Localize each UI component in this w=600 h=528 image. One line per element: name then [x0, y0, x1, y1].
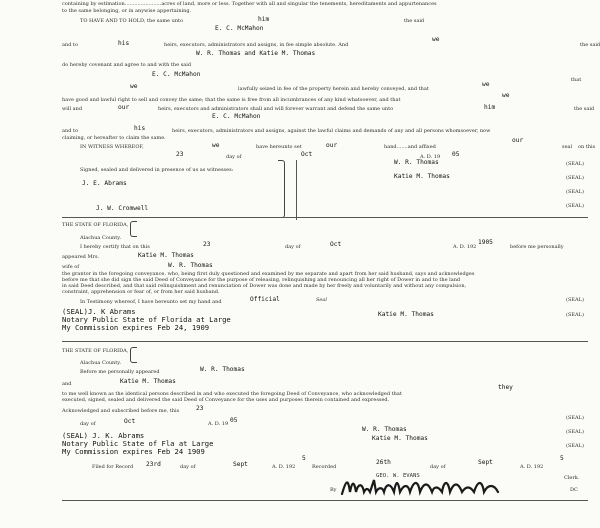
record-day-of-2: day of: [430, 464, 446, 470]
ack2-notary-title: Notary Public State of Fla at Large: [62, 439, 214, 448]
covenant-text: do hereby covenant and agree to and with the said: [62, 62, 192, 68]
lawful-claims-clause: heirs, executors, administrators and assigns, against the lawful claims and demands of any and all persons whomsoever, now: [172, 128, 491, 134]
seal-mark-3: (SEAL): [566, 189, 584, 195]
lawfully-clause: lawfully seized in fee of the property herein and hereby conveyed, and that: [238, 86, 429, 92]
deputy-clerk-signature: [338, 474, 514, 500]
ack2-month: Oct: [124, 418, 136, 425]
we-pronoun-3: we: [482, 81, 490, 88]
hand-affixed: hand.......and affixed: [384, 144, 436, 150]
habendum-suffix: the said: [404, 18, 425, 24]
ack2-county: Alachua County.: [80, 360, 122, 366]
execution-day: 23: [176, 151, 184, 158]
record-day-of: day of: [180, 464, 196, 470]
ack2-seal-3: (SEAL): [566, 443, 584, 449]
ack1-ad: A. D. 192: [453, 244, 477, 250]
grantee-pronoun: him: [258, 16, 270, 23]
ack1-notary-commission: My Commission expires Feb 24, 1909: [62, 323, 210, 332]
ack1-year: 1905: [478, 239, 493, 246]
claiming-clause: claiming, or hereafter to claim the same.: [62, 135, 166, 141]
ack2-notary-commission: My Commission expires Feb 24 1909: [62, 447, 205, 456]
record-ad-2: A. D. 192: [520, 464, 544, 470]
ack2-and: and: [62, 381, 72, 387]
day-of-label: day of: [226, 154, 242, 160]
our-pronoun-2: our: [326, 142, 338, 149]
ack2-signer-1: W. R. Thomas: [362, 426, 407, 433]
ack1-notary-name: (SEAL)J. K Abrams: [62, 307, 136, 316]
ack1-venue-brace: [130, 221, 137, 237]
his-pronoun: his: [118, 40, 130, 47]
ack2-year: 05: [230, 417, 238, 424]
ack1-month: Oct: [330, 241, 342, 248]
ack2-ad: A. D. 19: [208, 421, 229, 427]
ack2-day-of: day of: [80, 421, 96, 427]
clerk-label: Clerk.: [564, 475, 580, 481]
ack2-seal-2: (SEAL): [566, 429, 584, 435]
ack1-body-2: before me that she did sign the said Deed of Conveyance for the purpose of releasing, relinquishing and renouncing all her right of Dower in and to the land: [62, 277, 461, 283]
ack1-day-of: day of: [285, 244, 301, 250]
good-right-clause: have good and lawful right to sell and convey the same; that the same is free from all incumbrances of any kind whatsoever, and that: [62, 97, 401, 103]
him-pronoun: him: [484, 104, 496, 111]
by-label: By: [330, 487, 337, 493]
seal-mark-1: (SEAL): [566, 161, 584, 167]
we-pronoun: we: [432, 36, 440, 43]
ack1-before-me: before me personally: [510, 244, 564, 250]
ack1-day: 23: [203, 241, 211, 248]
we-pronoun-5: we: [212, 142, 220, 149]
ack2-signer-2: Katie M. Thomas: [372, 435, 428, 442]
ack1-seal-label: Seal: [316, 297, 327, 303]
signed-sealed-text: Signed, sealed and delivered in presence of us as witnesses:: [80, 167, 234, 173]
dc-label: DC: [570, 487, 578, 493]
execution-year: 05: [452, 151, 460, 158]
ack1-wife-of: wife of: [62, 264, 80, 270]
deed-line-estimation: containing by estimation.......................acres of land, more or less. Together with all and singular the tenements, hereditaments and appurtenances: [62, 1, 437, 7]
ack1-body-3: in said Deed described, and that said relinquishment and renunciation of Dower was done and made by her freely and voluntarily and without any compulsion,: [62, 283, 467, 289]
on-this-label: on this: [578, 144, 596, 150]
heirs-clause: heirs, executors, administrators and assigns, in fee simple absolute. And: [164, 42, 349, 48]
ack1-certify: I hereby certify that on this: [80, 244, 150, 250]
will-and-label: will and: [62, 106, 83, 112]
record-filed-month: Sept: [233, 461, 248, 468]
record-filed: Filed for Record: [92, 464, 134, 470]
signature-divider: [296, 160, 297, 220]
his-pronoun-2: his: [134, 125, 146, 132]
section-divider-2: [62, 341, 588, 342]
ack1-seal-2: (SEAL): [566, 312, 584, 318]
ack1-state: THE STATE OF FLORIDA,: [62, 222, 129, 228]
ack2-state: THE STATE OF FLORIDA,: [62, 348, 129, 354]
clerk-stamp-name: GEO. W. EVANS: [376, 473, 420, 479]
witness-1: J. E. Abrams: [82, 180, 127, 187]
ack1-body-4: constraint, apprehension or fear of, or from her said husband.: [62, 289, 220, 295]
ack2-name-2: Katie M. Thomas: [120, 378, 176, 385]
our-pronoun: our: [118, 104, 130, 111]
our-pronoun-3: our: [512, 137, 524, 144]
seal-mark-4: (SEAL): [566, 203, 584, 209]
grantee-name-2: E. C. McMahon: [152, 71, 201, 78]
section-divider-1: [62, 217, 588, 218]
habendum-text: TO HAVE AND TO HOLD, the same unto: [80, 18, 184, 24]
warrant-clause: heirs, executors and administrators shall and will forever warrant and defend the same unto: [158, 106, 394, 112]
witness-2: J. W. Cromwell: [96, 205, 149, 212]
ack1-county: Alachua County.: [80, 235, 122, 241]
ack1-notary-title: Notary Public State of Florida at Large: [62, 315, 231, 324]
ack1-signer: Katie M. Thomas: [378, 311, 434, 318]
have-hereunto: have hereunto set: [256, 144, 302, 150]
ack1-appeared: appeared Mrs.: [62, 254, 100, 260]
ack1-seal-1: (SEAL): [566, 297, 584, 303]
record-rec-month: Sept: [478, 459, 493, 466]
the-said-label: the said: [580, 42, 600, 48]
ack2-day: 23: [196, 405, 204, 412]
ack2-venue-brace: [130, 347, 137, 363]
record-filed-day: 23rd: [146, 461, 161, 468]
ack1-husband: W. R. Thomas: [168, 262, 213, 269]
ack2-acknowledged: Acknowledged and subscribed before me, this: [62, 408, 180, 414]
ack2-body-2: executed, signed, sealed and delivered the said Deed of Conveyance for the uses and purposes therein contained and expressed.: [62, 397, 390, 403]
ack1-body-1: the grantor in the foregoing conveyance, who, being first duly questioned and examined by me separate and apart from her said husband, says and acknowledges: [62, 271, 475, 277]
grantee-name-3: E. C. McMahon: [212, 113, 261, 120]
seal-label: seal: [562, 144, 573, 150]
ack2-name-1: W. R. Thomas: [200, 366, 245, 373]
ack1-official: Official: [250, 296, 280, 303]
ack2-notary-name: (SEAL) J. K. Abrams: [62, 431, 145, 440]
and-to-label-2: and to: [62, 128, 79, 134]
grantors-names: W. R. Thomas and Katie M. Thomas: [196, 50, 316, 57]
ack2-they: they: [498, 384, 513, 391]
deed-line-appertaining: to the same belonging, or in anywise appertaining.: [62, 8, 192, 14]
witness-whereof: IN WITNESS WHEREOF,: [80, 144, 144, 150]
we-pronoun-2: we: [130, 83, 138, 90]
record-rec-day: 26th: [376, 459, 391, 466]
record-recorded: Recorded: [312, 464, 337, 470]
witness-brace: [278, 160, 285, 218]
we-pronoun-4: we: [502, 92, 510, 99]
seal-mark-2: (SEAL): [566, 175, 584, 181]
ack1-wife-name: Katie M. Thomas: [138, 252, 194, 259]
grantor-signature-1: W. R. Thomas: [394, 159, 439, 166]
ack2-before-me: Before me personally appeared: [80, 369, 160, 375]
and-to-label: and to: [62, 42, 79, 48]
ack1-testimony: In Testimony whereof, I have hereunto set my hand and: [80, 299, 222, 305]
bottom-rule: [62, 500, 588, 501]
ack2-seal-1: (SEAL): [566, 415, 584, 421]
ack2-body-1: to me well known as the identical persons described in and who executed the foregoing Deed of Conveyance, who acknowledged that: [62, 391, 402, 397]
grantor-signature-2: Katie M. Thomas: [394, 173, 450, 180]
execution-month: Oct: [301, 151, 313, 158]
that-label: that: [571, 77, 582, 83]
ad-label: A. D. 19: [420, 154, 441, 160]
record-filed-year: 5: [302, 455, 306, 462]
record-ad-1: A. D. 192: [272, 464, 296, 470]
the-said-label-2: the said: [574, 106, 595, 112]
grantee-name: E. C. McMahon: [215, 25, 264, 32]
record-rec-year: 5: [560, 455, 564, 462]
